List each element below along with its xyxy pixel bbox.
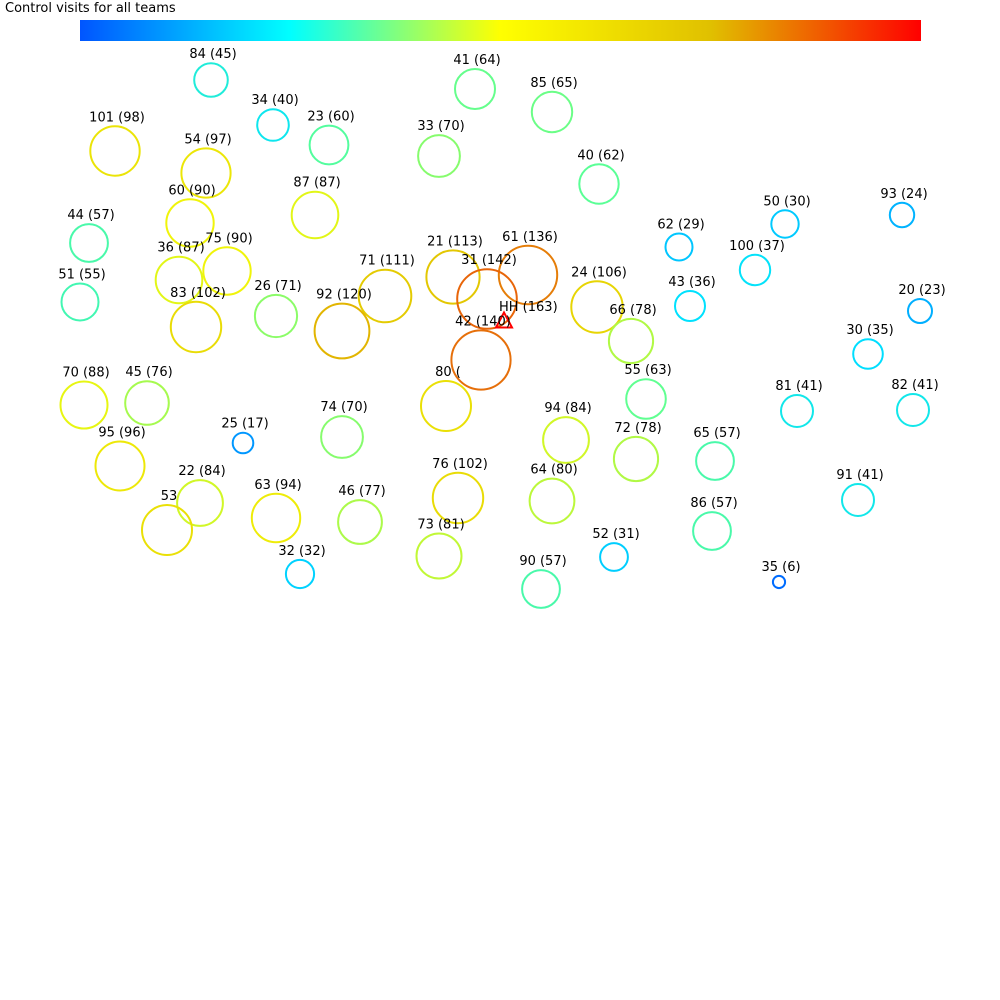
control-label-31: 31 (142): [461, 253, 517, 269]
control-label-80: 80 (: [435, 365, 461, 380]
control-circle-32: [286, 560, 314, 588]
control-circle-90: [522, 570, 560, 608]
control-circle-30: [853, 339, 883, 369]
control-circle-84: [194, 63, 228, 97]
control-label-44: 44 (57): [67, 208, 115, 224]
control-circle-44: [70, 224, 108, 262]
control-circle-66: [609, 319, 653, 363]
control-circle-65: [696, 442, 734, 480]
control-label-42: 42 (140): [455, 314, 511, 330]
control-label-43: 43 (36): [668, 275, 716, 290]
control-label-64: 64 (80): [530, 462, 578, 478]
control-label-81: 81 (41): [775, 378, 823, 394]
control-circle-93: [890, 203, 914, 227]
control-label-76: 76 (102): [432, 456, 488, 472]
control-label-82: 82 (41): [891, 377, 939, 393]
control-circle-25: [233, 433, 254, 454]
control-circle-53: [142, 505, 192, 555]
control-label-62: 62 (29): [657, 217, 705, 233]
control-label-101: 101 (98): [89, 110, 145, 126]
control-label-100: 100 (37): [729, 238, 785, 254]
control-circle-64: [530, 479, 575, 524]
control-label-63: 63 (94): [254, 477, 302, 493]
control-label-72: 72 (78): [614, 420, 662, 436]
control-label-61: 61 (136): [502, 229, 558, 245]
control-circle-43: [675, 291, 705, 321]
control-circle-72: [614, 437, 658, 481]
control-label-83: 83 (102): [170, 285, 226, 301]
control-label-73: 73 (81): [417, 517, 465, 533]
control-label-95: 95 (96): [98, 425, 146, 441]
control-label-93: 93 (24): [880, 186, 928, 202]
control-label-52: 52 (31): [592, 527, 640, 543]
control-label-84: 84 (45): [189, 47, 237, 63]
control-circle-23: [310, 126, 349, 165]
control-circle-22: [177, 480, 223, 526]
control-label-41: 41 (64): [453, 53, 501, 68]
control-label-22: 22 (84): [178, 464, 226, 480]
control-circle-74: [321, 416, 363, 458]
start-label: HH (163): [499, 300, 558, 315]
control-circle-101: [90, 126, 139, 175]
control-label-34: 34 (40): [251, 93, 299, 109]
control-circle-82: [897, 394, 929, 426]
control-label-23: 23 (60): [307, 109, 355, 125]
control-label-91: 91 (41): [836, 467, 884, 483]
control-circle-33: [418, 135, 460, 177]
control-label-75: 75 (90): [205, 231, 253, 247]
control-circle-95: [96, 442, 145, 491]
control-label-54: 54 (97): [184, 132, 232, 148]
control-circle-41: [455, 69, 495, 109]
control-label-92: 92 (120): [316, 287, 372, 303]
control-label-55: 55 (63): [624, 363, 672, 379]
control-circle-86: [693, 512, 731, 550]
control-label-33: 33 (70): [417, 119, 465, 135]
control-label-30: 30 (35): [846, 323, 894, 339]
control-label-74: 74 (70): [320, 400, 368, 416]
control-circle-92: [315, 304, 370, 359]
control-circle-100: [740, 255, 770, 285]
control-label-53: 53: [160, 489, 178, 504]
control-circle-70: [61, 382, 108, 429]
control-circle-46: [338, 500, 382, 544]
control-circle-80: [421, 381, 471, 431]
control-label-86: 86 (57): [690, 496, 738, 512]
control-label-70: 70 (88): [62, 365, 110, 381]
control-circle-40: [579, 164, 618, 203]
control-circle-52: [600, 543, 628, 571]
control-label-25: 25 (17): [221, 416, 269, 432]
control-circle-83: [171, 302, 221, 352]
control-circle-26: [255, 295, 297, 337]
control-circle-94: [543, 417, 589, 463]
control-label-87: 87 (87): [293, 175, 341, 191]
control-label-21: 21 (113): [427, 234, 483, 250]
chart-title: Control visits for all teams: [5, 1, 176, 16]
control-circle-91: [842, 484, 874, 516]
control-circle-85: [532, 92, 572, 132]
control-circle-45: [125, 381, 169, 425]
control-label-20: 20 (23): [898, 283, 946, 299]
control-circle-87: [292, 192, 339, 239]
control-circle-62: [666, 234, 693, 261]
control-label-51: 51 (55): [58, 267, 106, 283]
control-circle-34: [257, 109, 289, 141]
control-circle-73: [417, 534, 462, 579]
control-label-90: 90 (57): [519, 554, 567, 570]
control-circle-51: [62, 284, 99, 321]
control-circle-35: [773, 576, 785, 588]
control-circle-76: [433, 473, 483, 523]
control-label-46: 46 (77): [338, 484, 386, 500]
control-label-50: 50 (30): [763, 194, 811, 210]
control-label-94: 94 (84): [544, 401, 592, 417]
control-label-36: 36 (87): [157, 240, 205, 256]
control-circle-20: [908, 299, 932, 323]
control-label-60: 60 (90): [168, 183, 216, 199]
control-label-32: 32 (32): [278, 543, 326, 559]
control-circle-63: [252, 494, 300, 542]
control-label-71: 71 (111): [359, 253, 415, 269]
control-circle-50: [771, 210, 798, 237]
control-label-85: 85 (65): [530, 75, 578, 91]
control-label-65: 65 (57): [693, 426, 741, 442]
control-circle-55: [626, 379, 666, 419]
control-label-66: 66 (78): [609, 302, 657, 318]
control-label-40: 40 (62): [577, 148, 625, 164]
control-circle-81: [781, 395, 813, 427]
control-label-24: 24 (106): [571, 265, 627, 281]
control-label-26: 26 (71): [254, 278, 302, 294]
control-circle-42: [451, 330, 510, 389]
control-label-45: 45 (76): [125, 365, 173, 381]
control-label-35: 35 (6): [761, 559, 801, 575]
